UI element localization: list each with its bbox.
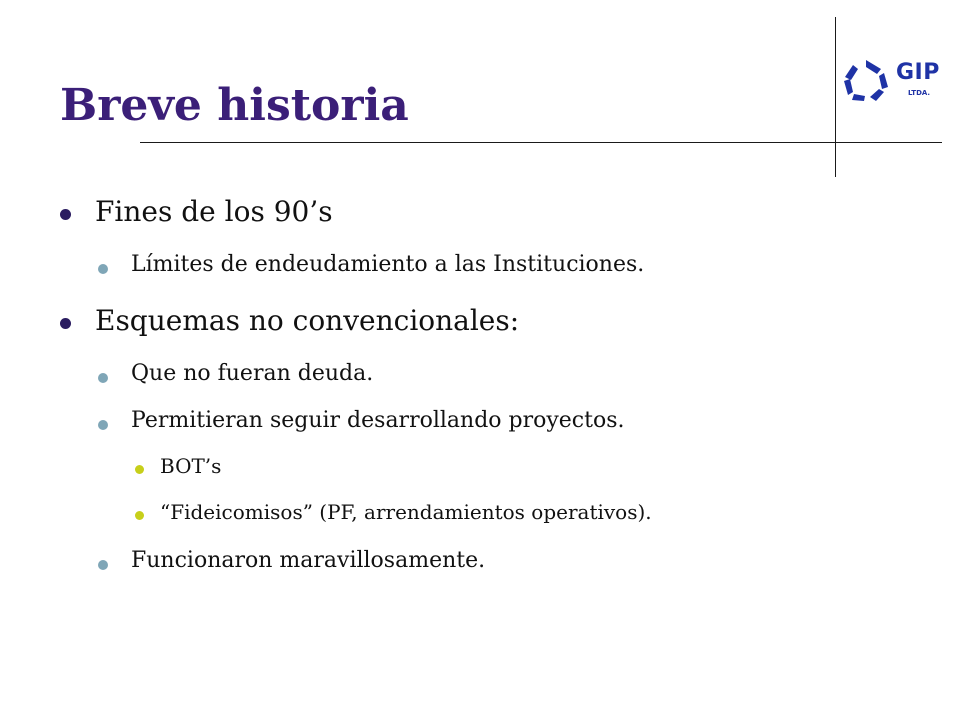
bullet-text: Límites de endeudamiento a las Instituciones.	[131, 252, 645, 277]
bullet-item	[95, 195, 333, 228]
bullet-dot-icon	[98, 560, 108, 570]
bullet-dot-icon	[60, 209, 71, 220]
bullet-dot-icon	[98, 420, 108, 430]
bullet-text: Esquemas no convencionales:	[95, 304, 520, 337]
bullet-item	[131, 361, 373, 386]
bullet-text: Funcionaron maravillosamente.	[131, 548, 486, 573]
bullet-dot-icon	[135, 465, 144, 474]
bullet-dot-icon	[60, 318, 71, 329]
bullet-item	[131, 408, 625, 433]
bullet-text: Permitieran seguir desarrollando proyectos.	[131, 408, 625, 433]
bullet-item	[160, 500, 652, 524]
pentagon-logo-icon	[842, 56, 890, 106]
bullet-item	[131, 548, 485, 573]
vertical-divider	[835, 17, 836, 177]
logo-name: GIP	[896, 60, 940, 85]
bullet-text: Fines de los 90’s	[95, 195, 333, 228]
bullet-dot-icon	[98, 264, 108, 274]
bullet-item	[95, 304, 519, 337]
bullet-dot-icon	[98, 373, 108, 383]
bullet-item	[131, 252, 644, 277]
bullet-text: Que no fueran deuda.	[131, 361, 374, 386]
title-underline	[140, 142, 942, 143]
logo-subtitle: LTDA.	[908, 89, 931, 97]
bullet-dot-icon	[135, 511, 144, 520]
bullet-text: BOT’s	[160, 454, 222, 478]
company-logo	[842, 56, 952, 108]
bullet-item	[160, 454, 221, 478]
slide-title: Breve historia	[60, 80, 409, 131]
bullet-text: “Fideicomisos” (PF, arrendamientos operativos).	[160, 500, 652, 524]
